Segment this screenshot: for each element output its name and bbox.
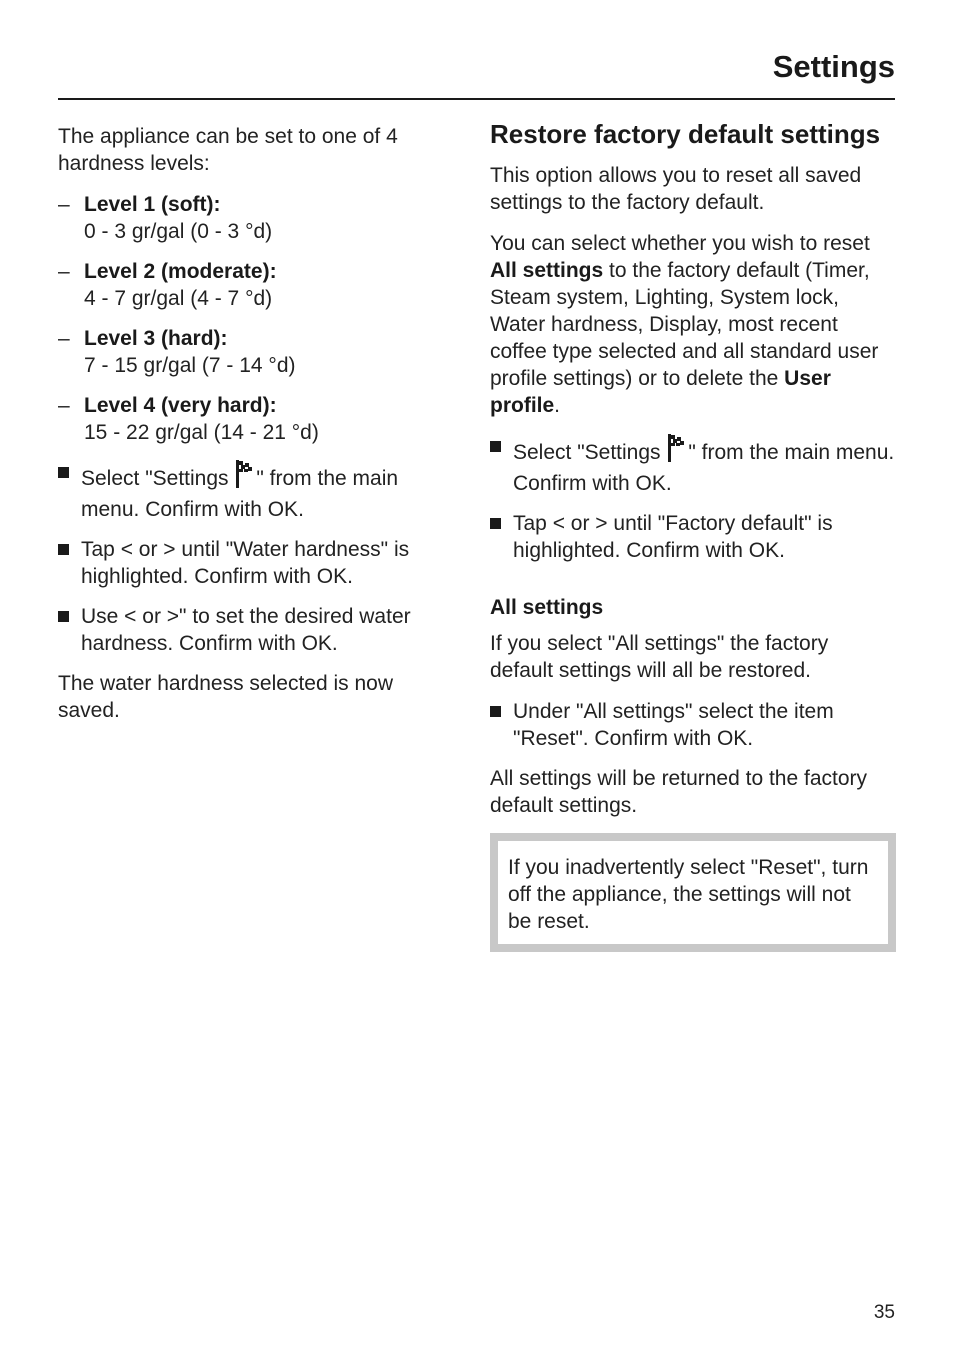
- intro-paragraph: This option allows you to reset all saved settings to the factory default.: [490, 164, 862, 214]
- step-text-start: Select "Settings: [513, 441, 667, 464]
- subsection-heading: All settings: [490, 596, 604, 619]
- level-label: Level 3 (hard):: [84, 327, 228, 350]
- step-text: Under "All settings" select the item "Reset". Confirm with OK.: [513, 700, 834, 750]
- page-title: Settings: [772, 49, 895, 84]
- square-bullet-icon: [58, 544, 69, 555]
- step-text: Tap < or > until "Water hardness" is highlighted. Confirm with OK.: [81, 538, 410, 588]
- page-number: 35: [873, 1302, 895, 1323]
- paragraph-text: .: [554, 394, 561, 417]
- hardness-level-item: [58, 392, 450, 446]
- dash-marker: –: [58, 260, 70, 283]
- square-bullet-icon: [58, 611, 69, 622]
- section-heading: Restore factory default settings: [490, 119, 881, 149]
- result-paragraph: All settings will be returned to the factory default settings.: [490, 767, 868, 817]
- step-text: Tap < or > until "Factory default" is highlighted. Confirm with OK.: [513, 512, 833, 562]
- instruction-step: [58, 603, 450, 657]
- user-profile-term: User profile: [490, 367, 831, 417]
- settings-flag-icon: [667, 433, 687, 470]
- options-paragraph: [490, 230, 896, 419]
- header-divider: [58, 98, 895, 100]
- instruction-step: [58, 536, 450, 590]
- hardness-intro: The appliance can be set to one of 4 hardness levels:: [58, 125, 398, 175]
- level-label: Level 4 (very hard):: [84, 394, 277, 417]
- paragraph-text: to the factory default (Timer, Steam system, Lighting, System lock, Water hardness, Display, most recent coffee type selected and all standard user profile settings) or to delete the: [490, 259, 879, 390]
- instruction-step: [490, 510, 896, 564]
- dash-marker: –: [58, 193, 70, 216]
- note-box: [490, 833, 896, 952]
- right-column: [490, 118, 896, 952]
- instruction-step: [490, 433, 896, 497]
- instruction-step: [490, 698, 896, 752]
- instruction-step: [58, 459, 450, 523]
- level-label: Level 1 (soft):: [84, 193, 221, 216]
- dash-marker: –: [58, 327, 70, 350]
- hardness-level-item: [58, 258, 450, 312]
- level-label: Level 2 (moderate):: [84, 260, 277, 283]
- note-text: If you inadvertently select "Reset", turn off the appliance, the settings will not be reset.: [508, 856, 869, 933]
- left-column: [58, 123, 450, 738]
- hardness-level-item: [58, 325, 450, 379]
- square-bullet-icon: [490, 706, 501, 717]
- hardness-level-item: [58, 191, 450, 245]
- paragraph-text: You can select whether you wish to reset: [490, 232, 870, 255]
- square-bullet-icon: [58, 467, 69, 478]
- square-bullet-icon: [490, 518, 501, 529]
- square-bullet-icon: [490, 441, 501, 452]
- level-value: 7 - 15 gr/gal (7 - 14 °d): [84, 354, 296, 377]
- level-value: 15 - 22 gr/gal (14 - 21 °d): [84, 421, 319, 444]
- level-value: 4 - 7 gr/gal (4 - 7 °d): [84, 287, 273, 310]
- hardness-outro: The water hardness selected is now saved.: [58, 672, 394, 722]
- dash-marker: –: [58, 394, 70, 417]
- settings-flag-icon: [235, 459, 255, 496]
- all-settings-term: All settings: [490, 259, 604, 282]
- step-text: Use < or >" to set the desired water hardness. Confirm with OK.: [81, 605, 411, 655]
- step-text-end: " from the main menu. Confirm with OK.: [513, 441, 895, 495]
- step-text-end: " from the main menu. Confirm with OK.: [81, 467, 399, 521]
- all-settings-paragraph: If you select "All settings" the factory default settings will all be restored.: [490, 632, 829, 682]
- step-text-start: Select "Settings: [81, 467, 235, 490]
- level-value: 0 - 3 gr/gal (0 - 3 °d): [84, 220, 273, 243]
